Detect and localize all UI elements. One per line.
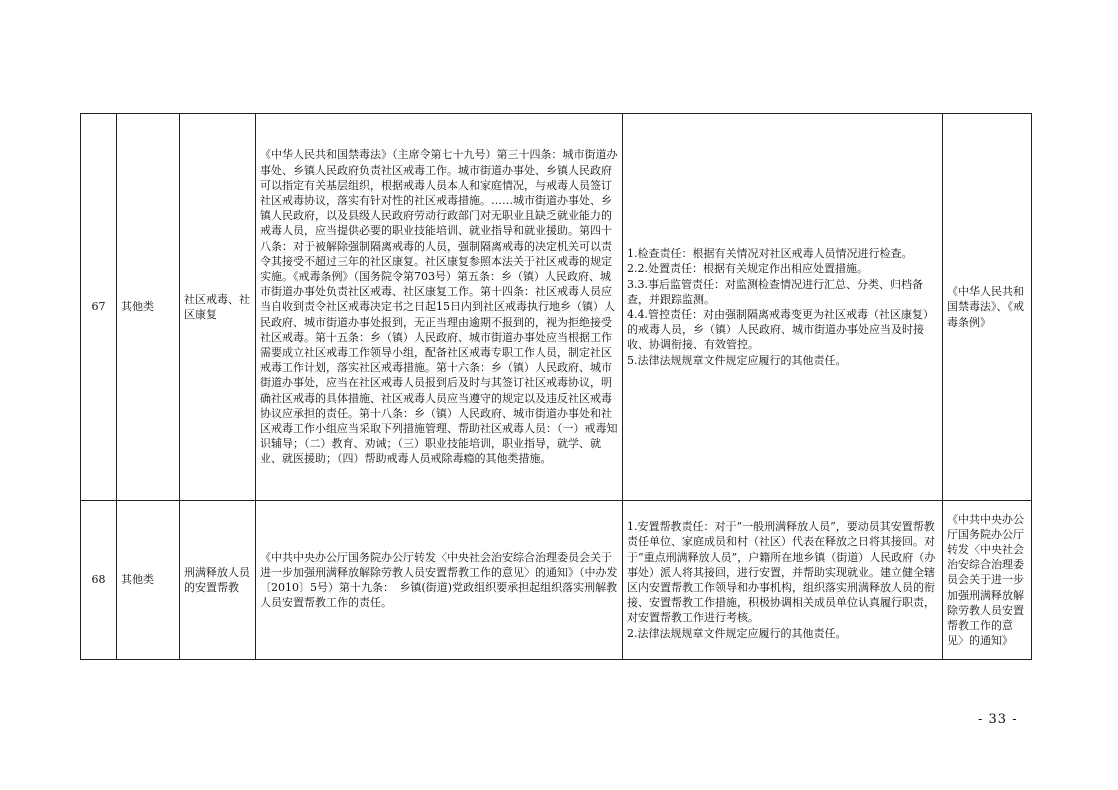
row-category: 其他类 [117,501,180,660]
row-responsibilities [623,114,943,501]
row-item: 社区戒毒、社区康复 [180,114,256,501]
row-number: 67 [81,114,117,501]
duty-table [80,113,1032,660]
row-source: 《中华人民共和国禁毒法》、《戒毒条例》 [943,114,1032,501]
responsibility-line: 3.3.事后监管责任：对监测检查情况进行汇总、分类、归档备查，并跟踪监测。 [627,277,923,306]
row-basis: 《中华人民共和国禁毒法》（主席令第七十九号）第三十四条：城市街道办事处、乡镇人民政府负责社区戒毒工作。城市街道办事处、乡镇人民政府可以指定有关基层组织，根据戒毒人员本人和家庭情况，与戒毒人员签订社区戒毒协议，落实有针对性的社区戒毒措施。……城市街道办事处、乡镇人民政府，以及县级人民政府劳动行政部门对无职业且缺乏就业能力的戒毒人员，应当提供必要的职业技能培训、就业指导和就业援助。第四十八条：对于被解除强制隔离戒毒的人员，强制隔离戒毒的决定机关可以责令其接受不超过三年的社区康复。社区康复参照本法关于社区戒毒的规定实施。《戒毒条例》（国务院令第703号）第五条：乡（镇）人民政府、城市街道办事处负责社区戒毒、社区康复工作。第十四条：社区戒毒人员应当自收到责令社区戒毒决定书之日起15日内到社区戒毒执行地乡（镇）人民政府、城市街道办事处报到，无正当理由逾期不报到的，视为拒绝接受社区戒毒。第十五条：乡（镇）人民政府、城市街道办事处应当根据工作需要成立社区戒毒工作领导小组，配备社区戒毒专职工作人员，制定社区戒毒工作计划，落实社区戒毒措施。第十六条：乡（镇）人民政府、城市街道办事处，应当在社区戒毒人员报到后及时与其签订社区戒毒协议，明确社区戒毒的具体措施、社区戒毒人员应当遵守的规定以及违反社区戒毒协议应承担的责任。第十八条：乡（镇）人民政府、城市街道办事处和社区戒毒工作小组应当采取下列措施管理、帮助社区戒毒人员：（一）戒毒知识辅导；（二）教育、劝诫；（三）职业技能培训，职业指导，就学、就业、就医援助；（四）帮助戒毒人员戒除毒瘾的其他类措施。 [256,114,623,501]
row-source: 《中共中央办公厅国务院办公厅转发〈中央社会治安综合治理委员会关于进一步加强刑满释放解除劳教人员安置帮教工作的意见〉的通知》 [943,501,1032,660]
responsibility-line: 2.2.处置责任：根据有关规定作出相应处置措施。 [627,262,868,276]
row-basis: 《中共中央办公厅国务院办公厅转发〈中央社会治安综合治理委员会关于进一步加强刑满释放解除劳教人员安置帮教工作的意见〉的通知》（中办发〔2010〕5号）第十九条： 乡镇(街道)党政组织要承担起组织落实刑解教人员安置帮教工作的责任。 [256,501,623,660]
responsibility-line: 4.4.管控责任：对由强制隔离戒毒变更为社区戒毒（社区康复）的戒毒人员，乡（镇）人民政府、城市街道办事处应当及时接收、协调衔接、有效管控。 [627,308,934,352]
responsibility-line: 1.检查责任：根据有关情况对社区戒毒人员情况进行检查。 [627,247,913,261]
table-row [81,501,1032,660]
responsibility-line: 1.安置帮教责任：对于“一般刑满释放人员”，要动员其安置帮教责任单位、家庭成员和村（社区）代表在释放之日将其接回。对于“重点刑满释放人员”，户籍所在地乡镇（街道）人民政府（办事处）派人将其接回，进行安置，并帮助实现就业。建立健全辖区内安置帮教工作领导和办事机构，组织落实刑满释放人员的衔接、安置帮教工作措施，积极协调相关成员单位认真履行职责，对安置帮教工作进行考核。 [627,520,936,625]
table-row [81,114,1032,501]
row-item: 刑满释放人员的安置帮教 [180,501,256,660]
row-category: 其他类 [117,114,180,501]
row-number: 68 [81,501,117,660]
page-number: - 33 - [978,712,1018,727]
responsibility-line: 2.法律法规规章文件规定应履行的其他责任。 [627,626,847,640]
responsibility-line: 5.法律法规规章文件规定应履行的其他责任。 [627,353,847,367]
row-responsibilities [623,501,943,660]
